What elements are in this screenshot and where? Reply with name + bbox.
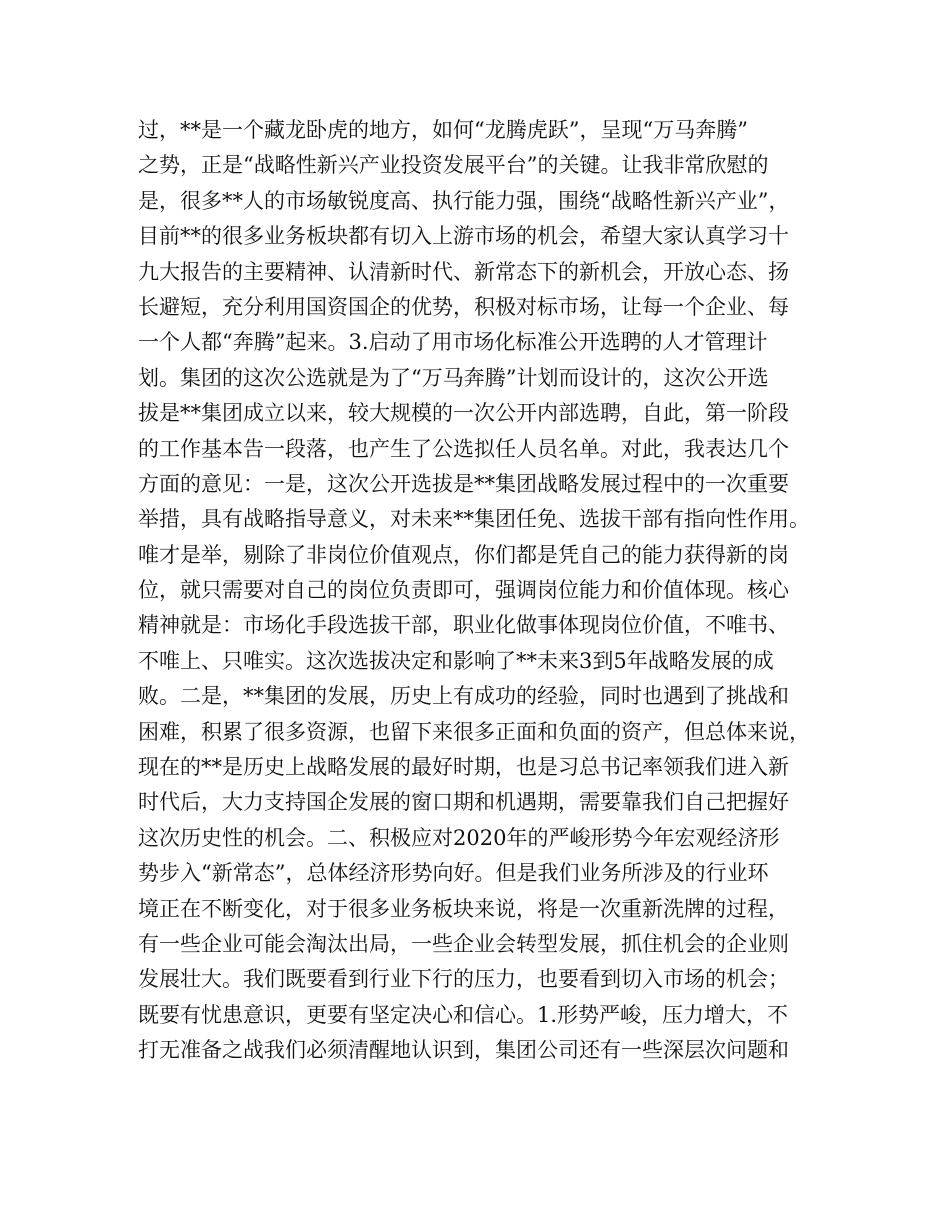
text-line: 现在的**是历史上战略发展的最好时期，也是习总书记率领我们进入新 (138, 755, 789, 780)
text-line: 目前**的很多业务板块都有切入上游市场的机会，希望大家认真学习十 (138, 224, 789, 249)
text-line: 发展壮大。我们既要看到行业下行的压力，也要看到切入市场的机会； (138, 967, 789, 992)
text-line: 拔是**集团成立以来，较大规模的一次公开内部选聘，自此，第一阶段 (138, 401, 789, 426)
text-line: 有一些企业可能会淘汰出局，一些企业会转型发展，抓住机会的企业则 (138, 931, 789, 956)
text-line: 既要有忧患意识，更要有坚定决心和信心。1.形势严峻，压力增大，不 (138, 1002, 789, 1027)
text-line: 困难，积累了很多资源，也留下来很多正面和负面的资产，但总体来说， (138, 719, 810, 744)
text-line: 败。二是，**集团的发展，历史上有成功的经验，同时也遇到了挑战和 (138, 684, 789, 709)
text-line: 打无准备之战我们必须清醒地认识到，集团公司还有一些深层次问题和 (138, 1038, 789, 1063)
text-line: 九大报告的主要精神、认清新时代、新常态下的新机会，开放心态、扬 (138, 259, 789, 284)
body-text (138, 113, 828, 1069)
text-line: 是，很多**人的市场敏锐度高、执行能力强，围绕“战略性新兴产业”， (138, 188, 790, 213)
text-line: 位，就只需要对自己的岗位负责即可，强调岗位能力和价值体现。核心 (138, 578, 789, 603)
text-line: 唯才是举，剔除了非岗位价值观点，你们都是凭自己的能力获得新的岗 (138, 542, 789, 567)
text-line: 长避短，充分利用国资国企的优势，积极对标市场，让每一个企业、每 (138, 294, 789, 319)
text-line: 过，**是一个藏龙卧虎的地方，如何“龙腾虎跃”，呈现“万马奔腾” (138, 118, 748, 142)
text-line: 势步入“新常态”，总体经济形势向好。但是我们业务所涉及的行业环 (138, 861, 769, 886)
text-line: 时代后，大力支持国企发展的窗口期和机遇期，需要靠我们自己把握好 (138, 790, 789, 815)
text-line: 这次历史性的机会。二、积极应对2020年的严峻形势今年宏观经济形 (138, 825, 780, 850)
text-line: 精神就是：市场化手段选拔干部，职业化做事体现岗位价值，不唯书、 (138, 613, 789, 638)
text-line: 不唯上、只唯实。这次选拔决定和影响了**未来3到5年战略发展的成 (138, 648, 774, 673)
text-line: 境正在不断变化，对于很多业务板块来说，将是一次重新洗牌的过程， (138, 896, 789, 921)
text-line: 方面的意见：一是，这次公开选拔是**集团战略发展过程中的一次重要 (138, 471, 789, 496)
text-line: 划。集团的这次公选就是为了“万马奔腾”计划而设计的，这次公开选 (138, 365, 769, 390)
text-line: 的工作基本告一段落，也产生了公选拟任人员名单。对此，我表达几个 (138, 436, 789, 461)
text-line: 举措，具有战略指导意义，对未来**集团任免、选拔干部有指向性作用。 (138, 507, 810, 532)
text-line: 之势，正是“战略性新兴产业投资发展平台”的关键。让我非常欣慰的 (138, 153, 769, 178)
text-line: 一个人都“奔腾”起来。3.启动了用市场化标准公开选聘的人才管理计 (138, 330, 768, 355)
